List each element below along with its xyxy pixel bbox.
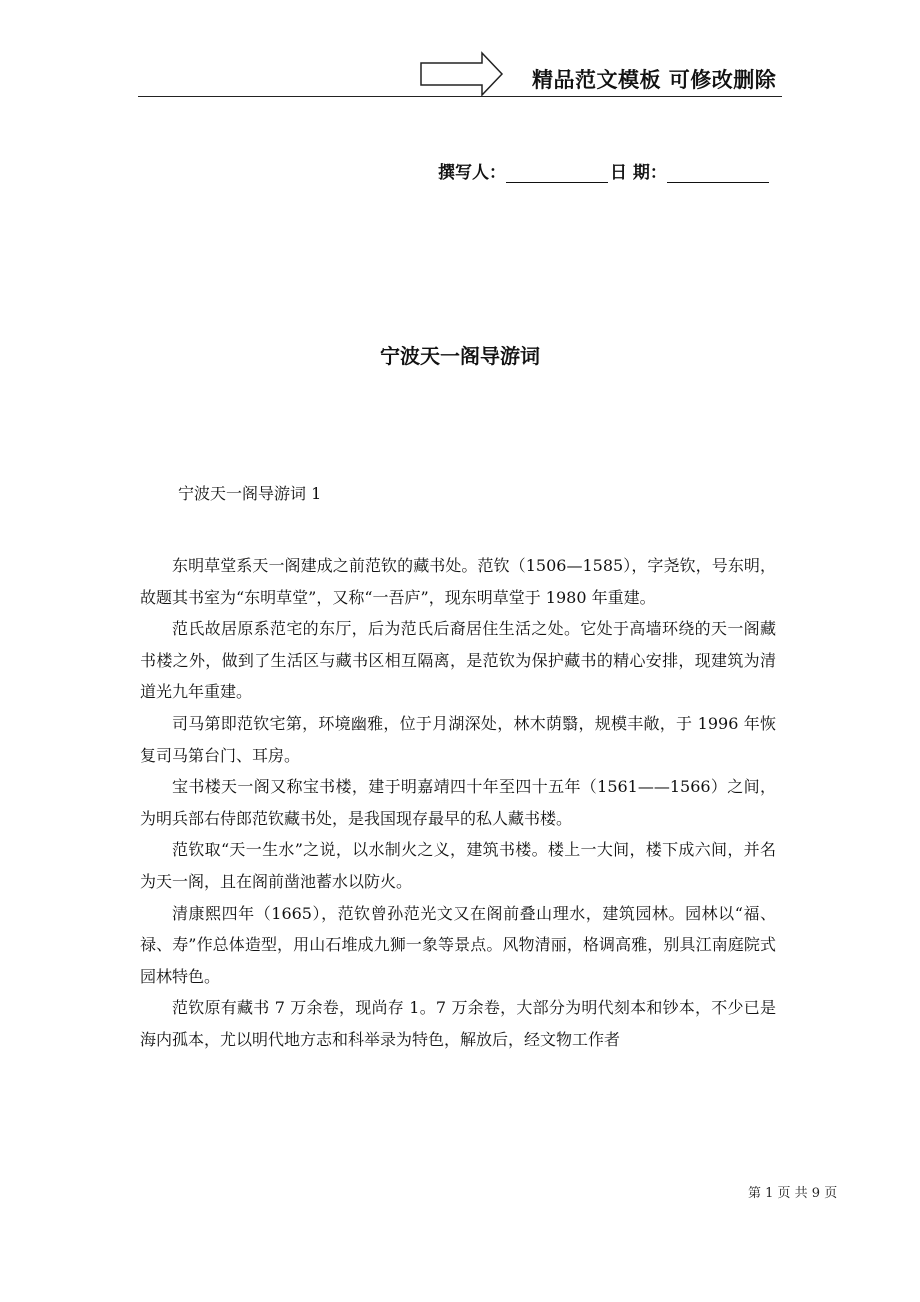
paragraph: 司马第即范钦宅第，环境幽雅，位于月湖深处，林木荫翳，规模丰敞，于 1996 年恢复司马第台门、耳房。 — [140, 713, 776, 765]
section-title: 宁波天一阁导游词 1 — [178, 484, 322, 503]
date-label: 日 期： — [610, 163, 667, 183]
body-text — [140, 550, 776, 1056]
paragraph: 清康熙四年（1665），范钦曾孙范光文又在阁前叠山理水，建筑园林。园林以“福、禄、寿”作总体造型，用山石堆成九狮一象等景点。风物清丽，格调高雅，别具江南庭院式园林特色。 — [140, 903, 776, 986]
paragraph: 范钦原有藏书 7 万余卷，现尚存 1。7 万余卷，大部分为明代刻本和钞本，不少已是海内孤本，尤以明代地方志和科举录为特色，解放后，经文物工作者 — [140, 998, 776, 1049]
paragraph: 宝书楼天一阁又称宝书楼，建于明嘉靖四十年至四十五年（1561——1566）之间，为明兵部右侍郎范钦藏书处，是我国现存最早的私人藏书楼。 — [140, 777, 776, 828]
arrow-icon — [420, 51, 504, 97]
document-title: 宁波天一阁导游词 — [380, 344, 540, 368]
author-blank-field — [506, 162, 608, 183]
paragraph: 范钦取“天一生水”之说，以水制火之义，建筑书楼。楼上一大间，楼下成六间，并名为天一阁，且在阁前凿池蓄水以防火。 — [140, 840, 776, 891]
author-date-line — [438, 158, 769, 183]
header-label: 精品范文模板 可修改删除 — [532, 68, 777, 92]
header-divider — [138, 96, 782, 97]
paragraph: 范氏故居原系范宅的东厅，后为范氏后裔居住生活之处。它处于高墙环绕的天一阁藏书楼之外，做到了生活区与藏书区相互隔离，是范钦为保护藏书的精心安排，现建筑为清道光九年重建。 — [140, 619, 776, 702]
page-number: 第 1 页 共 9 页 — [748, 1186, 838, 1201]
author-label: 撰写人： — [438, 163, 506, 183]
date-blank-field — [667, 162, 769, 183]
paragraph: 东明草堂系天一阁建成之前范钦的藏书处。范钦（1506—1585），字尧钦，号东明，故题其书室为“东明草堂”，又称“一吾庐”，现东明草堂于 1980 年重建。 — [140, 556, 776, 607]
